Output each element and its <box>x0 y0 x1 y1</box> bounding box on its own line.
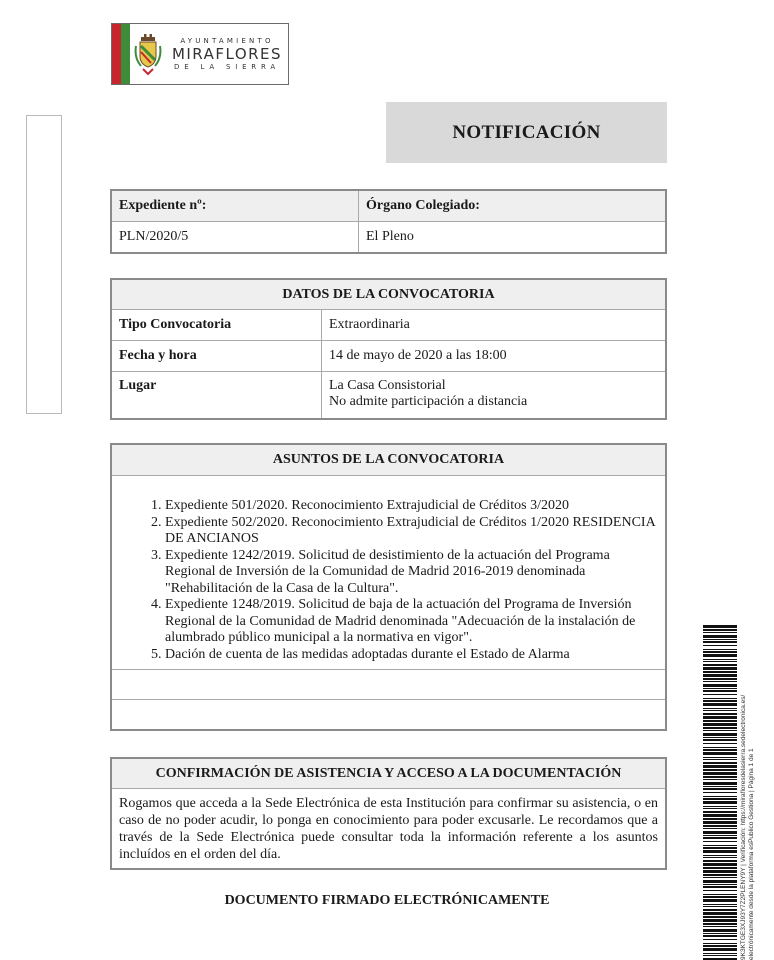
barcode-bar <box>703 641 737 643</box>
barcode-bar <box>703 880 737 883</box>
municipality-logo <box>111 23 289 85</box>
barcode-bar <box>703 867 737 869</box>
coat-of-arms-icon <box>130 24 166 84</box>
barcode-bar <box>703 831 737 834</box>
barcode-bar <box>703 659 737 660</box>
barcode-bar <box>703 906 737 907</box>
barcode-bar <box>703 933 737 934</box>
lugar-value <box>322 372 667 420</box>
barcode-bar <box>703 894 737 895</box>
barcode-bar <box>703 814 737 817</box>
barcode-bar <box>703 953 737 954</box>
barcode-bar <box>703 916 737 918</box>
barcode-bar <box>703 759 737 760</box>
barcode-bar <box>703 727 737 729</box>
barcode-bar <box>703 904 737 905</box>
tipo-value: Extraordinaria <box>322 310 667 341</box>
barcode-bar <box>703 661 737 662</box>
barcode-bar <box>703 645 737 646</box>
barcode-bar <box>703 798 737 800</box>
barcode-bar <box>703 635 737 638</box>
barcode-bar <box>703 786 737 787</box>
barcode-bar <box>703 700 737 702</box>
barcode-bar <box>703 899 737 902</box>
barcode-bar <box>703 674 737 677</box>
barcode-bar <box>703 811 737 813</box>
empty-row <box>111 670 666 700</box>
confirmacion-body: Rogamos que acceda a la Sede Electrónica de esta Institución para confirmar su asistencia, o en caso de no poder acudir, lo ponga en conocimiento para poder excusarle. Le recordamos que a través de la Sede Electrónica puede consultar toda la información referente a los asuntos incluídos en el orden del día. <box>111 789 666 870</box>
logo-line-sierra: DE LA SIERRA <box>174 63 280 71</box>
organo-label: Órgano Colegiado: <box>359 190 667 222</box>
barcode-bar <box>703 818 737 820</box>
barcode-bar <box>703 710 737 711</box>
barcode-bar <box>703 776 737 778</box>
barcode-bar <box>703 841 737 842</box>
barcode-bar <box>703 688 737 689</box>
barcode-bar <box>703 708 737 709</box>
lugar-note: No admite participación a distancia <box>329 394 528 409</box>
verification-line-1: 9K3KTGE3XJ93Y7Z2PLENY9Y | Verificación: https://mirafloresdelasierra.sedelectronica.es/ <box>740 694 747 960</box>
barcode-bar <box>703 955 737 956</box>
logo-line-miraflores: MIRAFLORES <box>171 45 283 63</box>
barcode-bar <box>703 860 737 862</box>
barcode-bar <box>703 801 737 804</box>
barcode-bar <box>703 923 737 925</box>
barcode-bar <box>703 757 737 758</box>
lugar-place: La Casa Consistorial <box>329 378 446 393</box>
verification-text <box>740 695 756 960</box>
table-row <box>111 310 666 341</box>
barcode-bar <box>703 743 737 744</box>
barcode-bar <box>703 684 737 687</box>
table-row <box>111 372 666 420</box>
barcode-bar <box>703 690 737 692</box>
barcode-bar <box>703 678 737 680</box>
barcode-bar <box>703 664 737 666</box>
barcode-bar <box>703 769 737 771</box>
list-item: 2. Expediente 502/2020. Reconocimiento Extrajudicial de Créditos 1/2020 RESIDENCIA DE ANCIANOS <box>165 515 658 548</box>
barcode-bar <box>703 935 737 937</box>
barcode-bar <box>703 835 737 836</box>
barcode-bar <box>703 733 737 736</box>
barcode-bar <box>703 863 737 866</box>
barcode-bar <box>703 912 737 915</box>
list-item: 4. Expediente 1248/2019. Solicitud de baja de la actuación del Programa de Inversión Regional de la Comunidad de Madrid denominada "Adecuación de la instalación de alumbrado público municipal a la normativa en vigor". <box>165 597 658 647</box>
document-title: NOTIFICACIÓN <box>386 102 667 163</box>
margin-box <box>26 115 62 414</box>
logo-line-ayuntamiento: AYUNTAMIENTO <box>180 37 274 45</box>
barcode-bar <box>703 667 737 670</box>
fecha-value: 14 de mayo de 2020 a las 18:00 <box>322 341 667 372</box>
barcode-bar <box>703 948 737 951</box>
barcode-bar <box>703 625 737 628</box>
confirmacion-table <box>110 757 667 870</box>
organo-value: El Pleno <box>359 222 667 254</box>
barcode-bar <box>703 919 737 922</box>
barcode-bar <box>703 730 737 731</box>
list-item: 3. Expediente 1242/2019. Solicitud de desistimiento de la actuación del Programa Regional de Inversión de la Comunidad de Madrid 2016-2019 denominada "Rehabilitación de la Casa de la Cultura". <box>165 548 658 598</box>
barcode-bar <box>703 694 737 695</box>
barcode-bar <box>703 828 737 829</box>
barcode-bar <box>703 654 737 657</box>
signed-notice: DOCUMENTO FIRMADO ELECTRÓNICAMENTE <box>224 893 550 908</box>
expediente-label: Expediente nº: <box>111 190 359 222</box>
barcode-bar <box>703 779 737 780</box>
logo-green-stripe <box>121 24 130 84</box>
list-item: 5. Dación de cuenta de las medidas adoptadas durante el Estado de Alarma <box>165 647 658 664</box>
logo-red-stripe <box>112 24 121 84</box>
barcode-bar <box>703 737 737 738</box>
barcode-bar <box>703 943 737 944</box>
barcode-bar <box>703 749 737 751</box>
barcode-bar <box>703 837 737 839</box>
barcode-bar <box>703 720 737 722</box>
barcode-bar <box>703 772 737 775</box>
barcode-bar <box>703 886 737 888</box>
barcode-bar <box>703 792 737 793</box>
barcode-bar <box>703 890 737 891</box>
barcode-bar <box>703 845 737 846</box>
barcode-bar <box>703 739 737 741</box>
barcode-bar <box>703 855 737 856</box>
barcode-bar <box>703 765 737 768</box>
barcode-bar <box>703 896 737 898</box>
barcode-bar <box>703 857 737 858</box>
barcode-bar <box>703 782 737 785</box>
barcode-bar <box>703 713 737 715</box>
barcode-bar <box>703 825 737 827</box>
barcode-bar <box>703 716 737 719</box>
tipo-label: Tipo Convocatoria <box>111 310 322 341</box>
verification-line-2: electrónicamente desde la plataforma esPublico Gestiona | Página 1 de 1 <box>748 748 755 960</box>
barcode-bar <box>703 939 737 940</box>
barcode-bar <box>703 639 737 640</box>
barcode-bar <box>703 629 737 631</box>
barcode-bar <box>703 671 737 673</box>
asuntos-title: ASUNTOS DE LA CONVOCATORIA <box>111 444 666 476</box>
barcode-bar <box>703 909 737 911</box>
fecha-label: Fecha y hora <box>111 341 322 372</box>
empty-row <box>111 700 666 731</box>
asuntos-list <box>119 498 658 663</box>
table-row <box>111 341 666 372</box>
barcode-bar <box>703 884 737 885</box>
list-item: 1. Expediente 501/2020. Reconocimiento Extrajudicial de Créditos 3/2020 <box>165 498 658 515</box>
barcode-bar <box>703 808 737 809</box>
barcode-bar <box>703 877 737 878</box>
asuntos-table <box>110 443 667 731</box>
barcode-bar <box>703 870 737 873</box>
barcode-bar <box>703 796 737 797</box>
confirmacion-title: CONFIRMACIÓN DE ASISTENCIA Y ACCESO A LA DOCUMENTACIÓN <box>111 758 666 789</box>
barcode-bar <box>703 723 737 726</box>
barcode-bar <box>703 926 737 927</box>
barcode-bar <box>703 762 737 764</box>
barcode-bar <box>703 929 737 932</box>
barcode-bar <box>703 649 737 650</box>
expediente-table <box>110 189 667 254</box>
barcode-bar <box>703 821 737 824</box>
barcode-bar <box>703 874 737 876</box>
barcode-bar <box>703 788 737 790</box>
barcode-bar <box>703 806 737 807</box>
barcode-bar <box>703 698 737 699</box>
barcode-bar <box>703 681 737 682</box>
datos-convocatoria-table <box>110 278 667 420</box>
barcode-bar <box>703 945 737 947</box>
expediente-value: PLN/2020/5 <box>111 222 359 254</box>
lugar-label: Lugar <box>111 372 322 420</box>
barcode-bar <box>703 747 737 748</box>
barcode-bar <box>703 632 737 633</box>
barcode-bar <box>703 703 737 706</box>
barcode-bar <box>703 651 737 653</box>
barcode <box>703 625 737 960</box>
barcode-bar <box>703 847 737 849</box>
barcode-bar <box>703 850 737 853</box>
datos-title: DATOS DE LA CONVOCATORIA <box>111 279 666 310</box>
barcode-bar <box>703 752 737 755</box>
